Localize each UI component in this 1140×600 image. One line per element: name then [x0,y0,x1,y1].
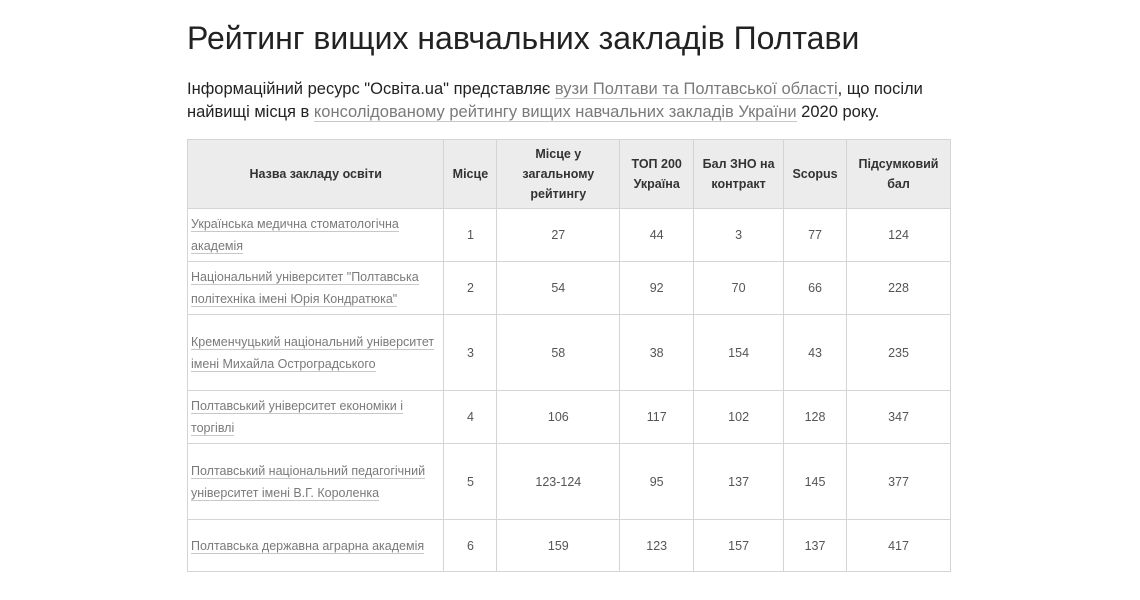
cell-name [188,209,444,262]
cell-name [188,262,444,315]
university-link[interactable]: Кременчуцький національний університет імені Михайла Остроградського [191,334,435,371]
cell-name [188,520,444,572]
cell-zno: 137 [694,444,784,520]
cell-total: 235 [847,315,951,391]
cell-name [188,315,444,391]
cell-total: 417 [847,520,951,572]
cell-overall: 54 [497,262,620,315]
cell-top200: 92 [620,262,694,315]
cell-total: 347 [847,391,951,444]
cell-name [188,444,444,520]
header-top200: ТОП 200 Україна [620,140,694,209]
link-consolidated-rating[interactable]: консолідованому рейтингу вищих навчальних закладів України [313,103,797,121]
cell-top200: 44 [620,209,694,262]
university-link[interactable]: Полтавський університет економіки і торгівлі [191,399,403,435]
cell-place: 6 [444,520,497,572]
cell-total: 377 [847,444,951,520]
cell-place: 2 [444,262,497,315]
cell-overall: 58 [497,315,620,391]
cell-place: 3 [444,315,497,391]
cell-scopus: 77 [784,209,847,262]
university-link[interactable]: Полтавський національний педагогічний університет імені В.Г. Короленка [191,463,426,500]
table-row [188,520,951,572]
intro-text-2: , що посіли найвищі місця в [187,80,923,121]
table-row [188,315,951,391]
cell-name [188,391,444,444]
header-scopus: Scopus [784,140,847,209]
table-header-row [188,140,951,209]
cell-zno: 157 [694,520,784,572]
cell-overall: 106 [497,391,620,444]
table-row [188,391,951,444]
cell-scopus: 145 [784,444,847,520]
cell-zno: 3 [694,209,784,262]
rating-table [187,139,951,572]
cell-overall: 159 [497,520,620,572]
header-total: Підсумковий бал [847,140,951,209]
university-link[interactable]: Національний університет "Полтавська політехніка імені Юрія Кондратюка" [191,270,419,306]
university-link[interactable]: Українська медична стоматологічна академія [191,217,399,253]
cell-top200: 95 [620,444,694,520]
cell-overall: 27 [497,209,620,262]
cell-total: 124 [847,209,951,262]
cell-total: 228 [847,262,951,315]
header-zno: Бал ЗНО на контракт [694,140,784,209]
header-overall-rank: Місце у загальному рейтингу [497,140,620,209]
header-name: Назва закладу освіти [188,140,444,209]
cell-scopus: 66 [784,262,847,315]
cell-place: 5 [444,444,497,520]
cell-top200: 38 [620,315,694,391]
cell-place: 1 [444,209,497,262]
cell-scopus: 137 [784,520,847,572]
cell-top200: 123 [620,520,694,572]
intro-text-3: 2020 року. [796,103,880,121]
header-place: Місце [444,140,497,209]
table-row [188,444,951,520]
table-row [188,262,951,315]
cell-zno: 154 [694,315,784,391]
cell-overall: 123-124 [497,444,620,520]
intro-text-1: Інформаційний ресурс "Освіта.ua" представляє [187,80,555,98]
cell-place: 4 [444,391,497,444]
cell-zno: 102 [694,391,784,444]
university-link[interactable]: Полтавська державна аграрна академія [191,538,425,553]
cell-scopus: 128 [784,391,847,444]
link-poltava-universities[interactable]: вузи Полтави та Полтавської області [554,80,838,98]
cell-zno: 70 [694,262,784,315]
cell-top200: 117 [620,391,694,444]
intro-paragraph [187,78,977,124]
cell-scopus: 43 [784,315,847,391]
table-row [188,209,951,262]
page-title: Рейтинг вищих навчальних закладів Полтави [187,20,860,56]
